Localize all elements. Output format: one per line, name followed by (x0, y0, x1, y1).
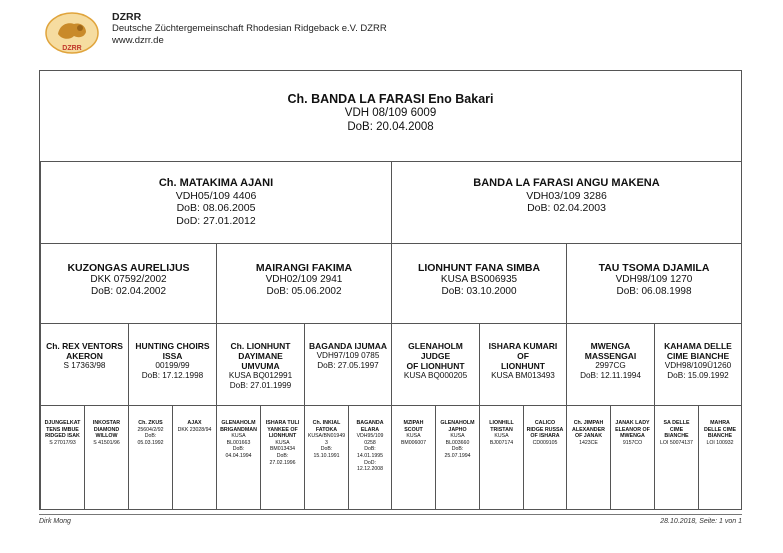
ancestor-reg: LOI 100932 (706, 439, 734, 446)
ancestor-reg: KUSA BL001663 DoB: 04.04.1994 (225, 433, 252, 459)
ancestor-reg: LOI 50074137 (660, 439, 693, 446)
great-grandparent-cell (566, 323, 655, 406)
grandparent-name: LIONHUNT FANA SIMBA (417, 262, 541, 274)
gen4-ancestor-cell (304, 405, 349, 510)
ancestor-reg: 9157CO (622, 439, 643, 446)
grandparent-name: KUZONGAS AURELIJUS (67, 262, 190, 274)
ancestor-reg: 1423CE (579, 439, 598, 446)
gen4-ancestor-cell (216, 405, 261, 510)
great-grandparent-cell (479, 323, 567, 406)
ancestor-reg: KUSA BQ000205 (403, 371, 468, 380)
gen4-ancestor-cell (523, 405, 567, 510)
ancestor-reg: S 27017/93 (49, 439, 76, 446)
grandparent-dob: DoB: 06.08.1998 (616, 286, 692, 297)
ancestor-reg: KUSA BM013434 DoB: 27.02.1996 (269, 439, 296, 466)
great-grandparent-cell (128, 323, 217, 406)
great-grandparent-cell (40, 323, 129, 406)
ancestor-name: BAGANDA IJUMAA (308, 341, 388, 351)
grandparent-cell (216, 243, 392, 324)
grandparent-dob: DoB: 03.10.2000 (441, 286, 517, 297)
ancestor-reg: KUSA BJ007174 (489, 433, 514, 446)
gen4-ancestor-cell (654, 405, 699, 510)
ancestor-name: SA DELLE CIME BIANCHE (663, 420, 690, 440)
gen4-ancestor-cell (128, 405, 173, 510)
sire-dob: DoB: 08.06.2005 (176, 202, 256, 214)
ancestor-reg: VDH97/109 0785 (316, 351, 380, 360)
dog-dob: DoB: 20.04.2008 (347, 121, 434, 133)
ancestor-reg: KUSA BM006007 (400, 433, 427, 446)
ancestor-reg: KUSA BM013493 (491, 371, 555, 380)
ancestor-dob: DoB: 27.05.1997 (317, 361, 379, 370)
ancestor-name: MZIPAH SCOUT (403, 420, 424, 433)
ancestor-reg: KUSA BL003660 DoB: 25.07.1994 (444, 433, 471, 459)
gen4-ancestor-cell (435, 405, 480, 510)
great-grandparent-cell (304, 323, 392, 406)
ancestor-name: DJUNGELKAT TENS IMBUE RIDGED ISAK (44, 420, 81, 440)
grandparent-cell (391, 243, 567, 324)
sire-name: Ch. MATAKIMA AJANI (158, 177, 274, 189)
ancestor-reg: VDH98/109Ü1260 (664, 361, 732, 370)
gen4-ancestor-cell (40, 405, 85, 510)
gen4-ancestor-cell (391, 405, 436, 510)
ancestor-name: JANAK LADY ELEANOR OF MWENGA (615, 420, 650, 440)
pedigree-table (39, 70, 742, 510)
sire-cell (40, 161, 392, 244)
ancestor-name: LIONHILL TRISTAN (489, 420, 514, 433)
ancestor-name: KAHAMA DELLE CIME BIANCHE (664, 341, 732, 361)
ancestor-name: MWENGA MASSENGAI (584, 341, 637, 361)
org-website: www.dzrr.de (112, 35, 164, 46)
grandparent-cell (566, 243, 742, 324)
ancestor-name: ISHARA TULI YANKEE OF LIONHUNT (265, 420, 300, 440)
footer-author: Dirk Mong (39, 518, 71, 525)
great-grandparent-cell (391, 323, 480, 406)
grandparent-cell (40, 243, 217, 324)
ancestor-name: GLENAHOLM JAPHO (440, 420, 475, 433)
ancestor-reg: CD009105 (532, 439, 558, 446)
dzrr-logo (44, 10, 100, 56)
ancestor-name: HUNTING CHOIRS ISSA (135, 341, 210, 361)
gen4-ancestor-cell (84, 405, 129, 510)
organization-info (112, 11, 387, 47)
ancestor-reg: VDH95/109 0258 DoB: 14.01.1995 DoD: 12.12.2008 (356, 433, 384, 473)
gen4-ancestor-cell (260, 405, 305, 510)
sire-dod: DoD: 27.01.2012 (176, 214, 256, 227)
grandparent-reg: DKK 07592/2002 (90, 274, 167, 285)
ancestor-dob: DoB: 15.09.1992 (667, 371, 729, 380)
gen4-ancestor-cell (698, 405, 742, 510)
org-abbreviation: DZRR (112, 11, 142, 23)
grandparent-dob: DoB: 05.06.2002 (266, 286, 342, 297)
pedigree-dog (40, 71, 741, 162)
ancestor-name: Ch. INKIAL FATOKA (312, 420, 341, 433)
ancestor-name: Ch. JIMPAH ALEXANDER OF JANAK (572, 420, 605, 440)
ancestor-name: AJAX (187, 420, 202, 426)
ancestor-reg: S 17363/98 (63, 361, 106, 370)
ancestor-name: GLENAHOLM JUDGE OF LIONHUNT (406, 341, 465, 371)
grandparent-name: MAIRANGI FAKIMA (255, 262, 353, 274)
ancestor-dob: DoB: 27.01.1999 (229, 381, 292, 390)
ancestor-reg: 25604/2/92 DoB: 05.03.1992 (137, 426, 164, 446)
gen4-ancestor-cell (172, 405, 217, 510)
gen4-ancestor-cell (479, 405, 524, 510)
ancestor-reg: 2997CG (595, 361, 626, 370)
logo-text: DZRR (62, 45, 82, 52)
ancestor-name: CALICO RIDGE RUSSA OF ISHARA (526, 420, 564, 440)
dam-cell (391, 161, 742, 244)
great-grandparent-cell (216, 323, 305, 406)
ancestor-reg: S 41501/96 (93, 439, 120, 446)
dam-reg: VDH03/109 3286 (526, 189, 607, 202)
dog-reg: VDH 08/109 6009 (344, 107, 437, 119)
ancestor-name: MAHRA DELLE CIME BIANCHE (703, 420, 737, 440)
grandparent-name: TAU TSOMA DJAMILA (598, 262, 710, 274)
dam-dob: DoB: 02.04.2003 (527, 202, 606, 214)
gen4-ancestor-cell (566, 405, 611, 510)
great-grandparent-cell (654, 323, 742, 406)
org-full-name: Deutsche Züchtergemeinschaft Rhodesian Ridgeback e.V. DZRR (112, 23, 387, 34)
gen4-ancestor-cell (348, 405, 392, 510)
ancestor-name: Ch. ZKUS (138, 420, 163, 426)
ancestor-name: GLENAHOLM BRIGANDMAN (220, 420, 257, 433)
ancestor-reg: 00199/99 (155, 361, 190, 370)
ancestor-reg: DKK 23028/94 (177, 426, 212, 433)
ancestor-dob: DoB: 12.11.1994 (580, 371, 641, 380)
ancestor-reg: KUSA BQ012991 (228, 371, 293, 380)
sire-reg: VDH05/109 4406 (175, 189, 257, 202)
footer-date-page: 28.10.2018, Seite: 1 von 1 (660, 518, 742, 525)
gen4-ancestor-cell (610, 405, 655, 510)
grandparent-reg: KUSA BS006935 (440, 274, 518, 285)
ancestor-name: ISHARA KUMARI OF LIONHUNT (488, 341, 558, 371)
ancestor-name: Ch. LIONHUNT DAYIMANE UMVUMA (230, 341, 291, 371)
dam-name: BANDA LA FARASI ANGU MAKENA (473, 177, 660, 189)
ancestor-name: Ch. REX VENTORS AKERON (46, 341, 123, 361)
ancestor-reg: KUSA/BN01949 3 DoB: 15.10.1991 (307, 433, 346, 459)
dog-name: Ch. BANDA LA FARASI Eno Bakari (287, 92, 494, 106)
grandparent-reg: VDH98/109 1270 (615, 274, 693, 285)
ancestor-name: INKOSTAR DIAMOND WILLOW (92, 420, 121, 440)
grandparent-dob: DoB: 02.04.2002 (90, 286, 167, 297)
footer-divider (39, 514, 742, 515)
grandparent-reg: VDH02/109 2941 (265, 274, 343, 285)
ancestor-name: BAGANDA ELARA (356, 420, 384, 433)
ancestor-dob: DoB: 17.12.1998 (141, 371, 204, 380)
